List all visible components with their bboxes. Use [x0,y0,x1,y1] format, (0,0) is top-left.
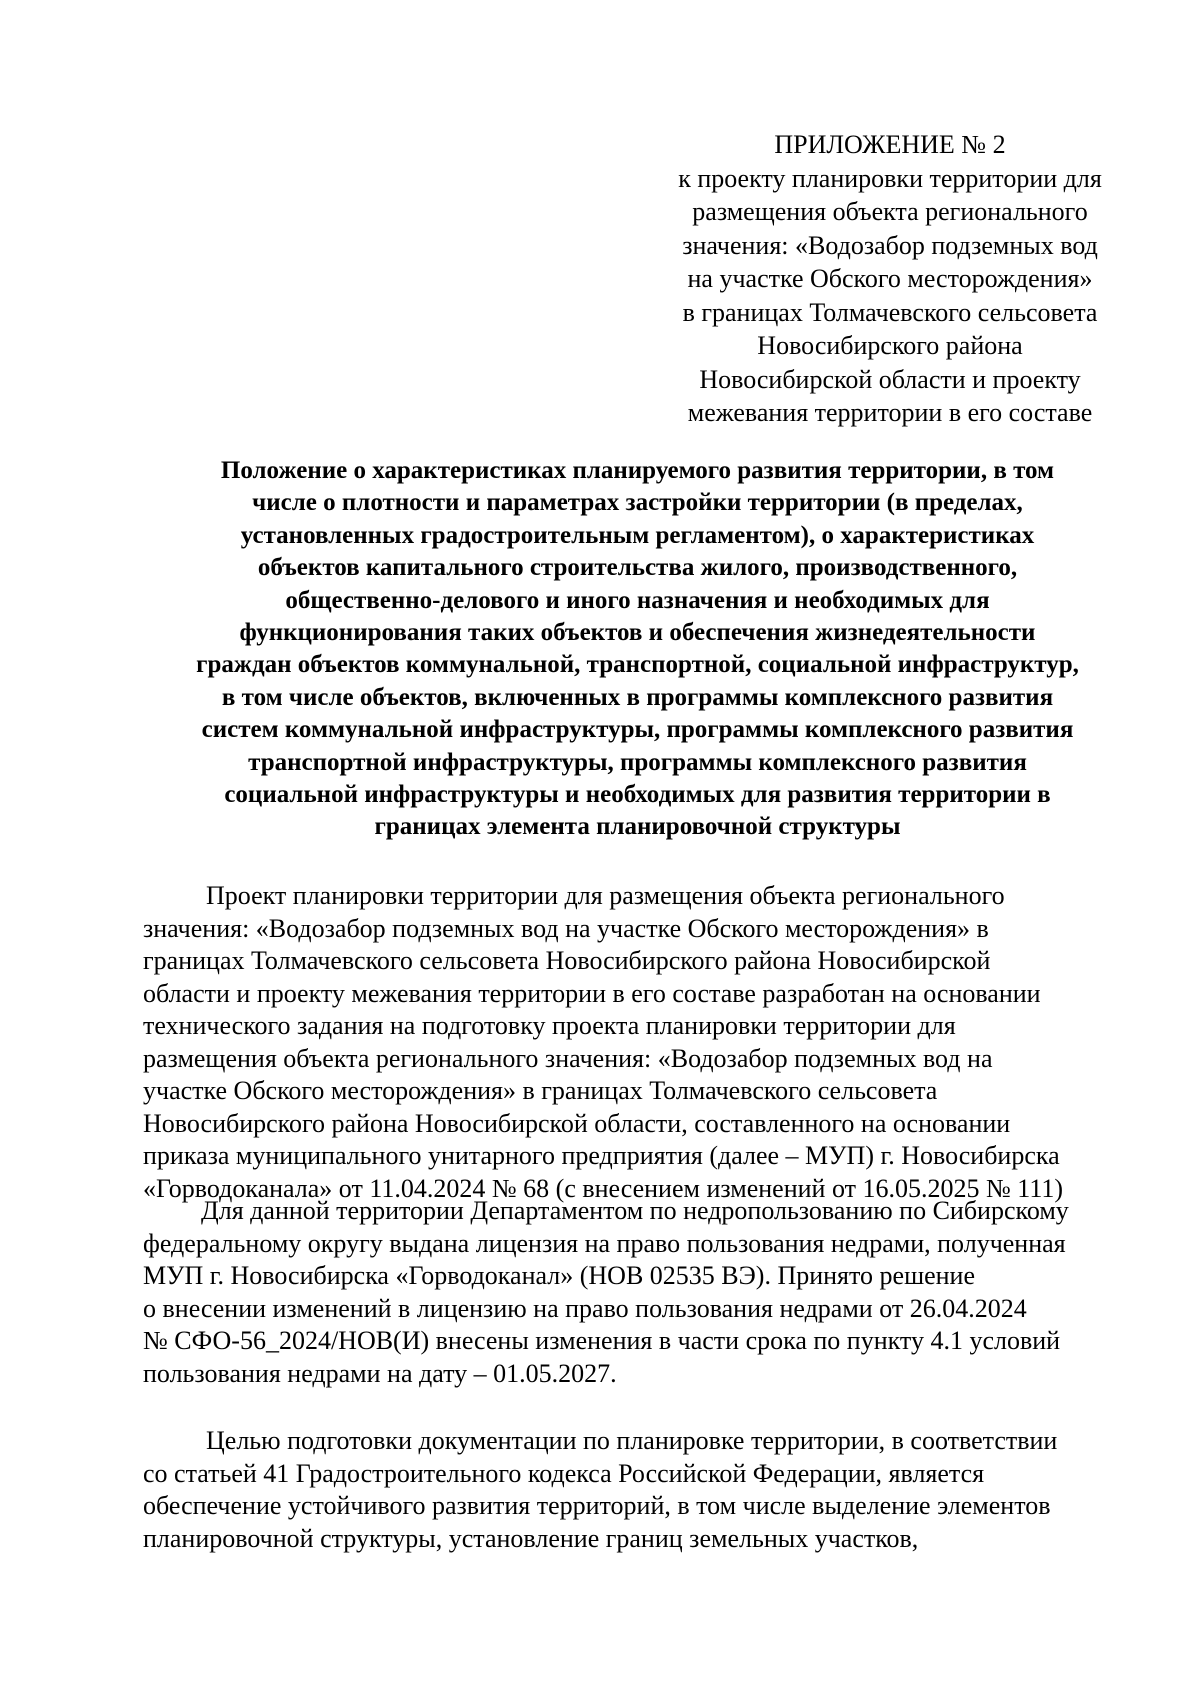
paragraph-line: пользования недрами на дату – 01.05.2027. [143,1358,617,1388]
paragraph-line: МУП г. Новосибирска «Горводоканал» (НОВ 02535 ВЭ). Принято решение [143,1261,975,1290]
paragraph-line: Целью подготовки документации по планировке территории, в соответствии [206,1426,1058,1455]
appendix-line: межевания территории в его составе [687,398,1093,427]
heading-line: функционирования таких объектов и обеспечения жизнедеятельности [239,619,1036,647]
heading-line: установленных градостроительным регламентом), о характеристиках [240,521,1035,549]
paragraph-line: области и проекту межевания территории в его составе разработан на основании [143,978,1041,1008]
heading-line: систем коммунальной инфраструктуры, программы комплексного развития [201,716,1074,744]
appendix-title: ПРИЛОЖЕНИЕ № 2 [774,130,1006,159]
paragraph-line: № СФО-56_2024/НОВ(И) внесены изменения в части срока по пункту 4.1 условий [143,1326,1061,1355]
heading-line: объектов капитального строительства жилого, производственного, [257,554,1018,582]
paragraph-project-basis [143,880,1143,1205]
paragraph-line: Проект планировки территории для размещения объекта регионального [206,881,1005,910]
paragraph-line: участке Обского месторождения» в границах Толмачевского сельсовета [143,1076,938,1105]
paragraph-line: размещения объекта регионального значения: «Водозабор подземных вод на [143,1043,993,1073]
appendix-line: Новосибирской области и проекту [699,364,1081,394]
paragraph-purpose [143,1425,1143,1555]
appendix-line: на участке Обского месторождения» [687,264,1093,293]
heading-line: границах элемента планировочной структуры [374,813,901,841]
heading-line: общественно-делового и иного назначения и необходимых для [285,586,990,614]
paragraph-line: со статьей 41 Градостроительного кодекса Российской Федерации, является [143,1458,985,1488]
appendix-line: размещения объекта регионального [692,197,1088,226]
heading-line: граждан объектов коммунальной, транспортной, социальной инфраструктур, [196,651,1079,679]
appendix-line: значения: «Водозабор подземных вод [682,230,1098,260]
paragraph-line: о внесении изменений в лицензию на право пользования недрами от 26.04.2024 [143,1293,1027,1323]
appendix-header [640,128,1140,430]
paragraph-line: границах Толмачевского сельсовета Новосибирского района Новосибирской [143,946,991,975]
appendix-line: в границах Толмачевского сельсовета [682,297,1098,327]
appendix-line: Новосибирского района [757,331,1023,360]
heading-line: социальной инфраструктуры и необходимых для развития территории в [224,781,1051,809]
paragraph-line: значения: «Водозабор подземных вод на участке Обского месторождения» в [143,913,989,943]
paragraph-line: обеспечение устойчивого развития территорий, в том числе выделение элементов [143,1491,1051,1520]
paragraph-line: планировочной структуры, установление границ земельных участков, [143,1523,919,1553]
paragraph-line: федеральному округу выдана лицензия на право пользования недрами, полученная [143,1228,1066,1258]
paragraph-line: Для данной территории Департаментом по недропользованию по Сибирскому [201,1196,1069,1225]
paragraph-line: Новосибирского района Новосибирской области, составленного на основании [143,1108,1011,1138]
heading-line: числе о плотности и параметрах застройки территории (в пределах, [252,489,1023,517]
paragraph-line: «Горводоканала» от 11.04.2024 № 68 (с внесением изменений от 16.05.2025 № 111) [143,1173,1064,1203]
heading-line: Положение о характеристиках планируемого развития территории, в том [220,457,1055,484]
appendix-line: к проекту планировки территории для [678,163,1102,193]
heading-line: в том числе объектов, включенных в программы комплексного развития [221,683,1054,711]
paragraph-license [143,1195,1143,1390]
paragraph-line: технического задания на подготовку проекта планировки территории для [143,1011,956,1040]
heading-line: транспортной инфраструктуры, программы комплексного развития [248,748,1027,776]
paragraph-line: приказа муниципального унитарного предприятия (далее – МУП) г. Новосибирска [143,1141,1060,1170]
document-heading [130,455,1145,844]
